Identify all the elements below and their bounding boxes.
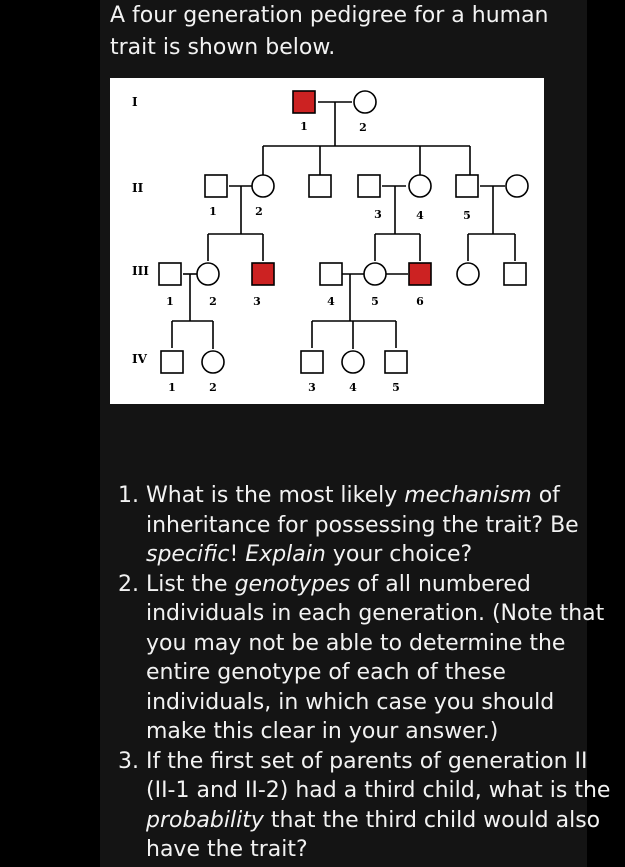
- individual-III-4: [320, 263, 342, 308]
- question-text: What is the most likely: [146, 483, 405, 508]
- individual-IV-4: [342, 351, 364, 394]
- individual-number-label: 3: [253, 295, 261, 308]
- affected-male-symbol: [293, 91, 315, 113]
- unaffected-female-symbol: [409, 175, 431, 197]
- individual-number-label: 2: [255, 205, 263, 218]
- unaffected-female-symbol: [252, 175, 274, 197]
- unaffected-female-symbol: [197, 263, 219, 285]
- question-number: 1.: [118, 483, 139, 508]
- question-2: [118, 570, 616, 747]
- unaffected-male-symbol: [161, 351, 183, 373]
- individual-number-label: 1: [168, 381, 176, 394]
- gen-label-IV: IV: [132, 352, 147, 366]
- emphasized-text: genotypes: [234, 571, 351, 597]
- question-number: 3.: [118, 748, 139, 774]
- gen-label-II: II: [132, 181, 144, 195]
- question-3: [118, 747, 616, 865]
- unaffected-male-symbol: [504, 263, 526, 285]
- question-text: that the third child would also have the trait?: [146, 807, 601, 862]
- gen-label-III: III: [132, 264, 149, 278]
- question-text: !: [229, 542, 246, 567]
- question-text: of inheritance for possessing the trait? Be: [146, 483, 579, 538]
- individual-II-spouse-of-3: [358, 175, 380, 197]
- unaffected-male-symbol: [205, 175, 227, 197]
- individual-number-label: 4: [416, 209, 424, 222]
- unaffected-male-symbol: [309, 175, 331, 197]
- unaffected-female-symbol: [364, 263, 386, 285]
- individual-IV-3: [301, 351, 323, 394]
- individual-II-2: [252, 175, 274, 218]
- individual-I-1: [293, 91, 315, 133]
- individual-III-1: [159, 263, 181, 308]
- individual-I-2: [354, 91, 376, 134]
- emphasized-text: Explain: [245, 542, 326, 567]
- intro-text: A four generation pedigree for a human trait is shown below.: [110, 3, 549, 60]
- individual-number-label: 5: [463, 209, 471, 222]
- unaffected-female-symbol: [342, 351, 364, 373]
- unaffected-male-symbol: [385, 351, 407, 373]
- unaffected-female-symbol: [354, 91, 376, 113]
- individual-number-label: 5: [371, 295, 379, 308]
- unaffected-female-symbol: [457, 263, 479, 285]
- individual-IV-5: [385, 351, 407, 394]
- individual-number-label: 6: [416, 295, 424, 308]
- emphasized-text: mechanism: [404, 483, 532, 508]
- individual-number-label: 2: [359, 121, 367, 134]
- affected-male-symbol: [409, 263, 431, 285]
- unaffected-male-symbol: [456, 175, 478, 197]
- individual-number-label: 1: [166, 295, 174, 308]
- individual-III-5: [364, 263, 386, 308]
- individual-III-unnumbered-female: [457, 263, 479, 285]
- unaffected-female-symbol: [202, 351, 224, 373]
- question-text: of all numbered individuals in each generation. (Note that you may not be able to determine the entire genotype of each of these individuals, in which case you should make this clear in your answer.): [146, 571, 605, 744]
- pedigree-lines: [172, 102, 515, 349]
- individual-III-6: [409, 263, 431, 308]
- individual-II-unnumbered-male: [309, 175, 331, 197]
- unaffected-male-symbol: [320, 263, 342, 285]
- individual-number-label: 3: [308, 381, 316, 394]
- individual-number-label: 3: [374, 208, 382, 221]
- question-text: your choice?: [325, 542, 473, 567]
- individual-number-label: 2: [209, 381, 217, 394]
- individual-number-label: 1: [209, 205, 217, 218]
- question-list: [110, 481, 616, 865]
- individual-IV-2: [202, 351, 224, 394]
- unaffected-male-symbol: [358, 175, 380, 197]
- question-1: [118, 481, 616, 570]
- individual-III-2: [197, 263, 219, 308]
- individual-number-label: 1: [300, 120, 308, 133]
- pedigree-figure: [110, 78, 544, 404]
- individual-number-label: 5: [392, 381, 400, 394]
- individual-number-label: 4: [349, 381, 357, 394]
- individual-number-label: 2: [209, 295, 217, 308]
- affected-male-symbol: [252, 263, 274, 285]
- emphasized-text: specific: [146, 542, 230, 567]
- question-text: List the: [146, 571, 235, 597]
- question-text: If the first set of parents of generation II (II-1 and II-2) had a third child, what is the: [146, 748, 611, 803]
- unaffected-male-symbol: [301, 351, 323, 373]
- individual-III-unnumbered-male: [504, 263, 526, 285]
- individual-number-label: 4: [327, 295, 335, 308]
- individual-III-3: [252, 263, 274, 308]
- emphasized-text: probability: [146, 807, 264, 833]
- unaffected-male-symbol: [159, 263, 181, 285]
- individual-IV-1: [161, 351, 183, 394]
- question-number: 2.: [118, 571, 139, 597]
- unaffected-female-symbol: [506, 175, 528, 197]
- individual-II-1: [205, 175, 227, 218]
- pedigree-chart: [110, 78, 544, 404]
- pedigree-individuals: [159, 91, 528, 394]
- gen-label-I: I: [132, 95, 138, 109]
